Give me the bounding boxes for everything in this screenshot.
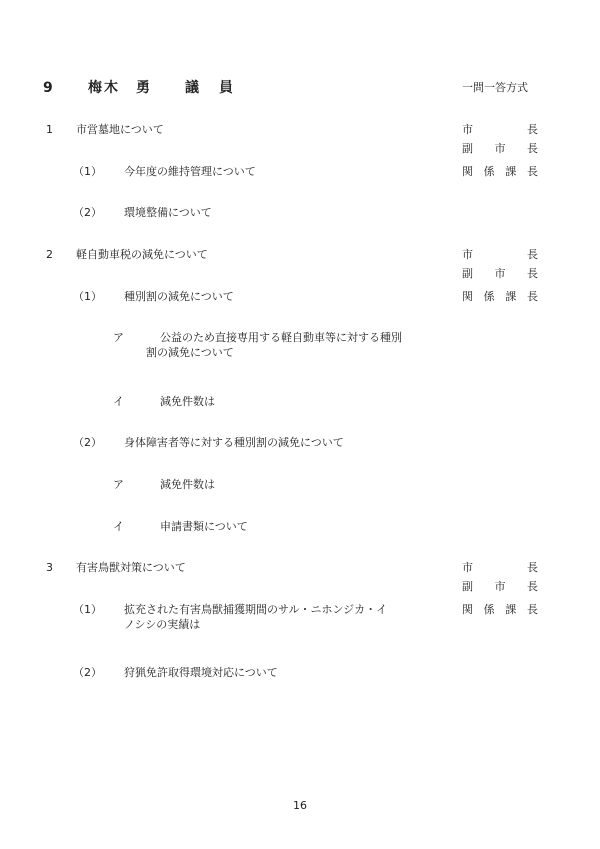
item-label: （2） bbox=[73, 206, 102, 219]
subitem-text: 減免件数は bbox=[160, 395, 215, 408]
question-method: 一問一答方式 bbox=[462, 81, 528, 94]
item-label: （2） bbox=[73, 436, 102, 449]
section-number: 1 bbox=[46, 123, 53, 136]
item-respondent: 関係課長 bbox=[462, 290, 538, 303]
subitem-label: ア bbox=[113, 478, 124, 491]
subitem-label: イ bbox=[113, 395, 124, 408]
member-name: 梅木 勇 bbox=[88, 80, 152, 96]
page-number: 16 bbox=[293, 799, 307, 812]
section-respondents bbox=[462, 561, 538, 594]
subitem-text: 減免件数は bbox=[160, 478, 215, 491]
subitem-text: 公益のため直接専用する軽自動車等に対する種別 bbox=[160, 331, 402, 344]
section-respondents bbox=[462, 123, 538, 156]
item-text: 身体障害者等に対する種別割の減免について bbox=[124, 436, 344, 449]
item-text-continued: ノシシの実績は bbox=[124, 618, 201, 631]
subitem-label: ア bbox=[113, 331, 124, 344]
item-text: 今年度の維持管理について bbox=[124, 165, 256, 178]
subitem-text: 申請書類について bbox=[160, 520, 248, 533]
section-title: 有害鳥獣対策について bbox=[76, 561, 186, 574]
item-text: 種別割の減免について bbox=[124, 290, 234, 303]
item-text: 環境整備について bbox=[124, 206, 212, 219]
item-label: （1） bbox=[73, 165, 102, 178]
item-respondent: 関係課長 bbox=[462, 165, 538, 178]
respondent: 市 長 bbox=[462, 123, 538, 136]
subitem-text-continued: 割の減免について bbox=[146, 346, 234, 359]
respondent: 副市長 bbox=[462, 142, 538, 155]
subitem-label: イ bbox=[113, 520, 124, 533]
respondent: 副市長 bbox=[462, 267, 538, 280]
respondent: 市 長 bbox=[462, 248, 538, 261]
item-label: （2） bbox=[73, 666, 102, 679]
section-respondents bbox=[462, 248, 538, 281]
item-text: 狩猟免許取得環境対応について bbox=[124, 666, 278, 679]
section-title: 軽自動車税の減免について bbox=[76, 248, 208, 261]
item-respondent: 関係課長 bbox=[462, 603, 538, 616]
item-label: （1） bbox=[73, 603, 102, 616]
respondent: 副市長 bbox=[462, 580, 538, 593]
section-number: 3 bbox=[46, 561, 53, 574]
item-text: 拡充された有害鳥獣捕獲期間のサル・ニホンジカ・イ bbox=[124, 603, 388, 616]
section-number: 2 bbox=[46, 248, 53, 261]
section-title: 市営墓地について bbox=[76, 123, 164, 136]
item-label: （1） bbox=[73, 290, 102, 303]
respondent: 市 長 bbox=[462, 561, 538, 574]
member-title: 議 員 bbox=[185, 80, 236, 96]
member-number: 9 bbox=[43, 80, 53, 96]
